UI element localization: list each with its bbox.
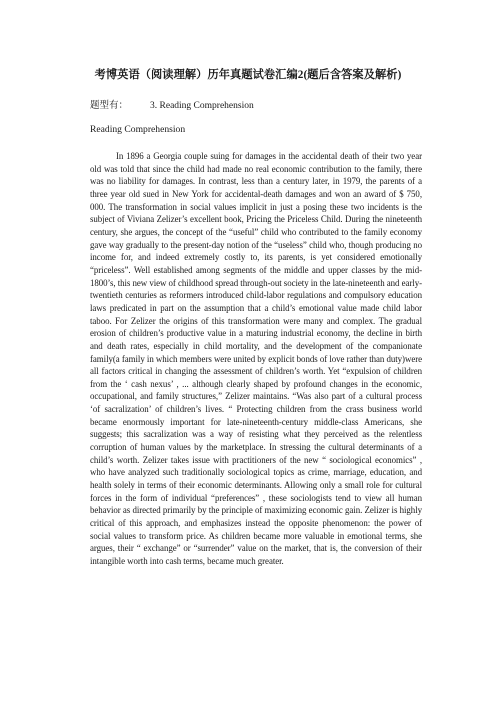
section-heading: Reading Comprehension <box>90 124 186 135</box>
question-type-label: 题型有： <box>90 101 129 111</box>
question-type-line <box>90 97 254 111</box>
reading-passage: In 1896 a Georgia couple suing for damages in the accidental death of their two year old was told that since the child had made no real economic contribution to the family, there was no liability for damages. In contrast, less than a century later, in 1979, the parents of a three year old sued in New York for accidental-death damages and won an award of $ 750, 000. The transformation in social values implicit in just a posing these two incidents is the subject of Viviana Zelizer’s excellent book, Pricing the Priceless Child. During the nineteenth century, she argues, the concept of the “useful” child who contributed to the family economy gave way gradually to the present-day notion of the “useless” child who, though producing no income for, and indeed extremely costly to, its parents, is yet considered emotionally “priceless”. Well established among segments of the middle and upper classes by the mid-1800’s, this new view of childhood spread through-out society in the late-nineteenth and early-twentieth centuries as reformers introduced child-labor regulations and compulsory education laws predicated in part on the assumption that a child’s emotional value made child labor taboo. For Zelizer the origins of this transformation were many and complex. The gradual erosion of children’s productive value in a maturing industrial economy, the decline in birth and death rates, especially in child mortality, and the development of the companionate family(a family in which members were united by explicit bonds of love rather than duty)were all factors critical in changing the assessment of children’s worth. Yet “expulsion of children from the ‘ cash nexus’ , ... although clearly shaped by profound changes in the economic, occupational, and family structures,” Zelizer maintains. “Was also part of a cultural process ‘of sacralization’ of children’s lives. “ Protecting children from the crass business world became enormously important for late-nineteenth-century middle-class Americans, she suggests; this sacralization was a way of resisting what they perceived as the relentless corruption of human values by the marketplace. In stressing the cultural determinants of a child’s worth. Zelizer takes issue with practitioners of the new “ sociological economics” , who have analyzed such traditionally sociological topics as crime, marriage, education, and health solely in terms of their economic determinants. Allowing only a small role for cultural forces in the form of individual “preferences” , these sociologists tend to view all human behavior as directed primarily by the principle of maximizing economic gain. Zelizer is highly critical of this approach, and emphasizes instead the opposite phenomenon: the power of social values to transform price. As children became more valuable in emotional terms, she argues, their “ exchange” or “surrender” value on the market, that is, the conversion of their intangible worth into cash terms, became much greater. <box>90 151 422 566</box>
document-title: 考博英语（阅读理解）历年真题试卷汇编2(题后含答案及解析) <box>94 69 402 81</box>
question-type-value: 3. Reading Comprehension <box>150 101 254 111</box>
